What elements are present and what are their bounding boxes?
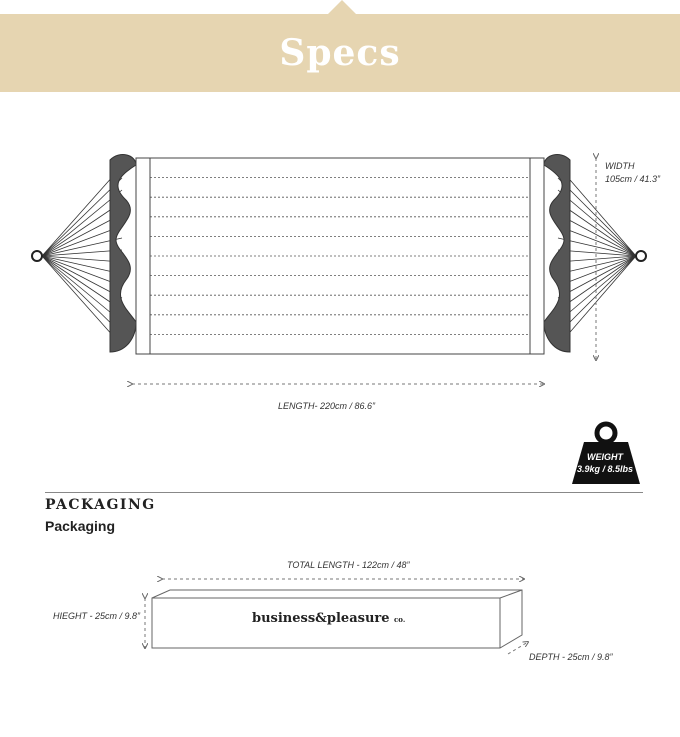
right-hanging-ring (636, 251, 646, 261)
length-label: LENGTH- 220cm / 86.6” (278, 401, 376, 411)
total-length-label: TOTAL LENGTH - 122cm / 48” (287, 560, 410, 570)
brand-name: business&pleasure (252, 611, 390, 626)
section-divider (45, 492, 643, 493)
weight-label: WEIGHT (587, 452, 623, 462)
left-spreader-bar (136, 158, 150, 354)
height-label: HIEGHT - 25cm / 9.8” (53, 611, 141, 621)
hammock-left-edge (110, 155, 136, 352)
brand-logo (252, 611, 405, 626)
page-title: Specs (279, 32, 401, 74)
hammock-right-edge (544, 155, 570, 352)
width-value: 105cm / 41.3” (605, 174, 661, 184)
packaging-subheading: Packaging (45, 518, 116, 534)
right-spreader-bar (530, 158, 544, 354)
weight-text (572, 451, 638, 475)
width-label: WIDTH (605, 161, 635, 171)
brand-suffix: co. (394, 615, 406, 624)
depth-dimension-line (508, 642, 528, 654)
depth-label: DEPTH - 25cm / 9.8” (529, 652, 613, 662)
packaging-heading: PACKAGING (45, 497, 156, 513)
hammock-bed-rows (150, 178, 530, 335)
left-hanging-ring (32, 251, 42, 261)
weight-value: 3.9kg / 8.5lbs (576, 464, 634, 474)
